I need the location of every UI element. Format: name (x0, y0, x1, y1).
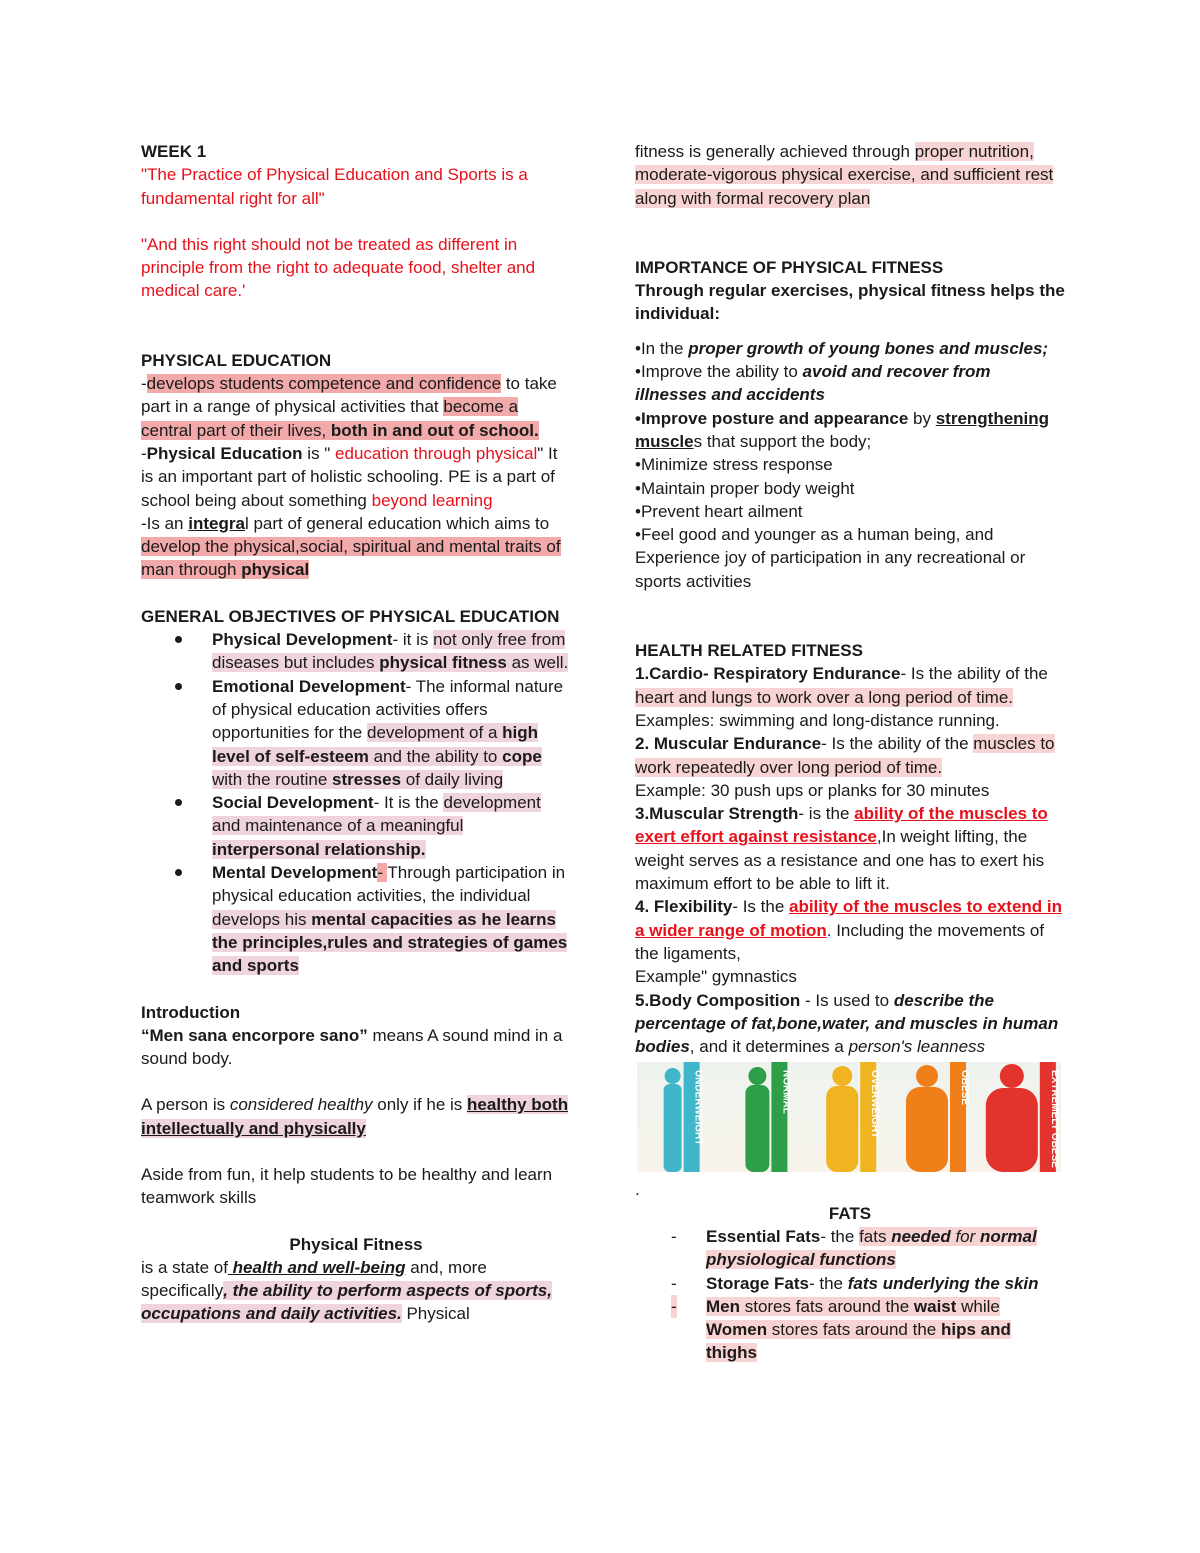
quote-1: "The Practice of Physical Education and Sports is a fundamental right for all" (141, 165, 528, 208)
hrf-flexibility: 4. Flexibility- Is the ability of the muscles to extend in a wider range of motion. Including the movements of the ligaments, Example" gymnastics (635, 897, 1062, 987)
fats-list (635, 1225, 1065, 1365)
importance-item-6: •Prevent heart ailment (635, 501, 803, 521)
physical-fitness-title: Physical Fitness (289, 1234, 423, 1254)
hrf-body-composition: 5.Body Composition - Is used to describe the percentage of fat,bone,water, and muscles in human bodies, and it determines a person's leanness (635, 990, 1059, 1057)
body-type-normal (745, 1062, 791, 1172)
objective-physical: Physical Development- it is not only free from diseases but includes physical fitness as well. (141, 628, 571, 675)
objective-mental: Mental Development- Through participation in physical education activities, the individual develops his mental capacities as he learns the principles,rules and strategies of games and sports (141, 861, 571, 977)
pe-paragraph-1: -develops students competence and confidence to take part in a range of physical activities that become a central part of their lives, both in and out of school. (141, 374, 557, 440)
pe-title: PHYSICAL EDUCATION (141, 350, 332, 370)
stray-dot: . (635, 1180, 640, 1200)
intro-paragraph-3: Aside from fun, it help students to be healthy and learn teamwork skills (141, 1164, 553, 1208)
hrf-cardio: 1.Cardio- Respiratory Endurance- Is the ability of the heart and lungs to work over a long period of time. Examples: swimming and long-distance running. (635, 664, 1048, 730)
importance-item-5: •Maintain proper body weight (635, 478, 855, 498)
body-type-label: UNDERWEIGHT (692, 1070, 704, 1146)
importance-subtitle: Through regular exercises, physical fitness helps the individual: (635, 281, 1065, 324)
body-type-label: EXTREMELY OBESE (1048, 1070, 1060, 1169)
fats-essential: - Essential Fats- the fats needed for normal physiological functions (671, 1226, 1037, 1270)
silhouette-body (826, 1086, 858, 1172)
hrf-title: HEALTH RELATED FITNESS (635, 641, 863, 661)
objectives-title: GENERAL OBJECTIVES OF PHYSICAL EDUCATION (141, 606, 560, 626)
silhouette-body (745, 1085, 769, 1172)
silhouette-head (748, 1067, 766, 1085)
silhouette-head (916, 1065, 938, 1087)
silhouette-body (986, 1088, 1038, 1172)
body-type-overweight (826, 1062, 880, 1172)
fats-gender: - Men stores fats around the waist while Women stores fats around the hips and thighs (671, 1296, 1011, 1363)
week-title: WEEK 1 (141, 142, 207, 161)
body-types-svg (637, 1062, 1061, 1172)
hrf-endurance: 2. Muscular Endurance- Is the ability of the muscles to work repeatedly over long period of time. Example: 30 push ups or planks for 30 minutes (635, 734, 1055, 800)
physical-fitness-paragraph: is a state of health and well-being and, more specifically, the ability to perform aspects of sports, occupations and daily activities. Physical (141, 1257, 552, 1324)
importance-item-1: •In the proper growth of young bones and muscles; (635, 338, 1049, 358)
quote-2: "And this right should not be treated as different in principle from the right to adequate food, shelter and medical care.' (141, 234, 536, 301)
objective-social: Social Development- It is the development and maintenance of a meaningful interpersonal relationship. (141, 791, 571, 861)
body-type-label: NORMAL (780, 1070, 792, 1115)
right-column (635, 140, 1065, 1365)
pe-paragraph-2: -Physical Education is " education through physical" It is an important part of holistic schooling. PE is a part of school being about something beyond learning (141, 443, 558, 510)
importance-item-3: •Improve posture and appearance by strengthening muscles that support the body; (635, 408, 1050, 451)
silhouette-body (906, 1087, 948, 1172)
body-types-figure (637, 1062, 1061, 1172)
fats-title: FATS (828, 1203, 872, 1223)
intro-paragraph-2: A person is considered healthy only if he is healthy both intellectually and physically (141, 1095, 569, 1138)
silhouette-body (664, 1084, 682, 1172)
fitness-continued: fitness is generally achieved through proper nutrition, moderate-vigorous physical exercise, and sufficient rest along with formal recovery plan (635, 142, 1054, 208)
silhouette-head (1000, 1064, 1024, 1088)
pe-paragraph-3: -Is an integral part of general education which aims to develop the physical,social, spiritual and mental traits of man through physical (141, 513, 561, 580)
silhouette-head (665, 1068, 681, 1084)
body-type-underweight (664, 1062, 704, 1172)
importance-item-2: •Improve the ability to avoid and recover from illnesses and accidents (635, 362, 991, 405)
intro-paragraph-1: “Men sana encorpore sano” means A sound mind in a sound body. (141, 1025, 563, 1069)
fats-storage: - Storage Fats- the fats underlying the skin (671, 1273, 1039, 1293)
objectives-list (141, 628, 571, 977)
body-type-label: OVERWEIGHT (869, 1070, 881, 1139)
objective-emotional: Emotional Development- The informal nature of physical education activities offers opportunities for the development of a high level of self-esteem and the ability to cope with the routine stresses of daily living (141, 675, 571, 791)
importance-item-4: •Minimize stress response (635, 455, 833, 475)
body-type-extremely-obese (986, 1062, 1060, 1172)
importance-item-7: •Feel good and younger as a human being, and Experience joy of participation in any recreational or sports activities (635, 525, 1026, 591)
importance-title: IMPORTANCE OF PHYSICAL FITNESS (635, 257, 944, 277)
silhouette-head (832, 1066, 852, 1086)
body-type-obese (906, 1062, 970, 1172)
hrf-strength: 3.Muscular Strength- is the ability of the muscles to exert effort against resistance,In weight lifting, the weight serves as a resistance and one has to exert his maximum effort to be able to lift it. (635, 804, 1048, 894)
left-column (141, 140, 571, 1326)
body-type-label: OBESE (959, 1070, 971, 1106)
intro-title: Introduction (141, 1002, 241, 1022)
